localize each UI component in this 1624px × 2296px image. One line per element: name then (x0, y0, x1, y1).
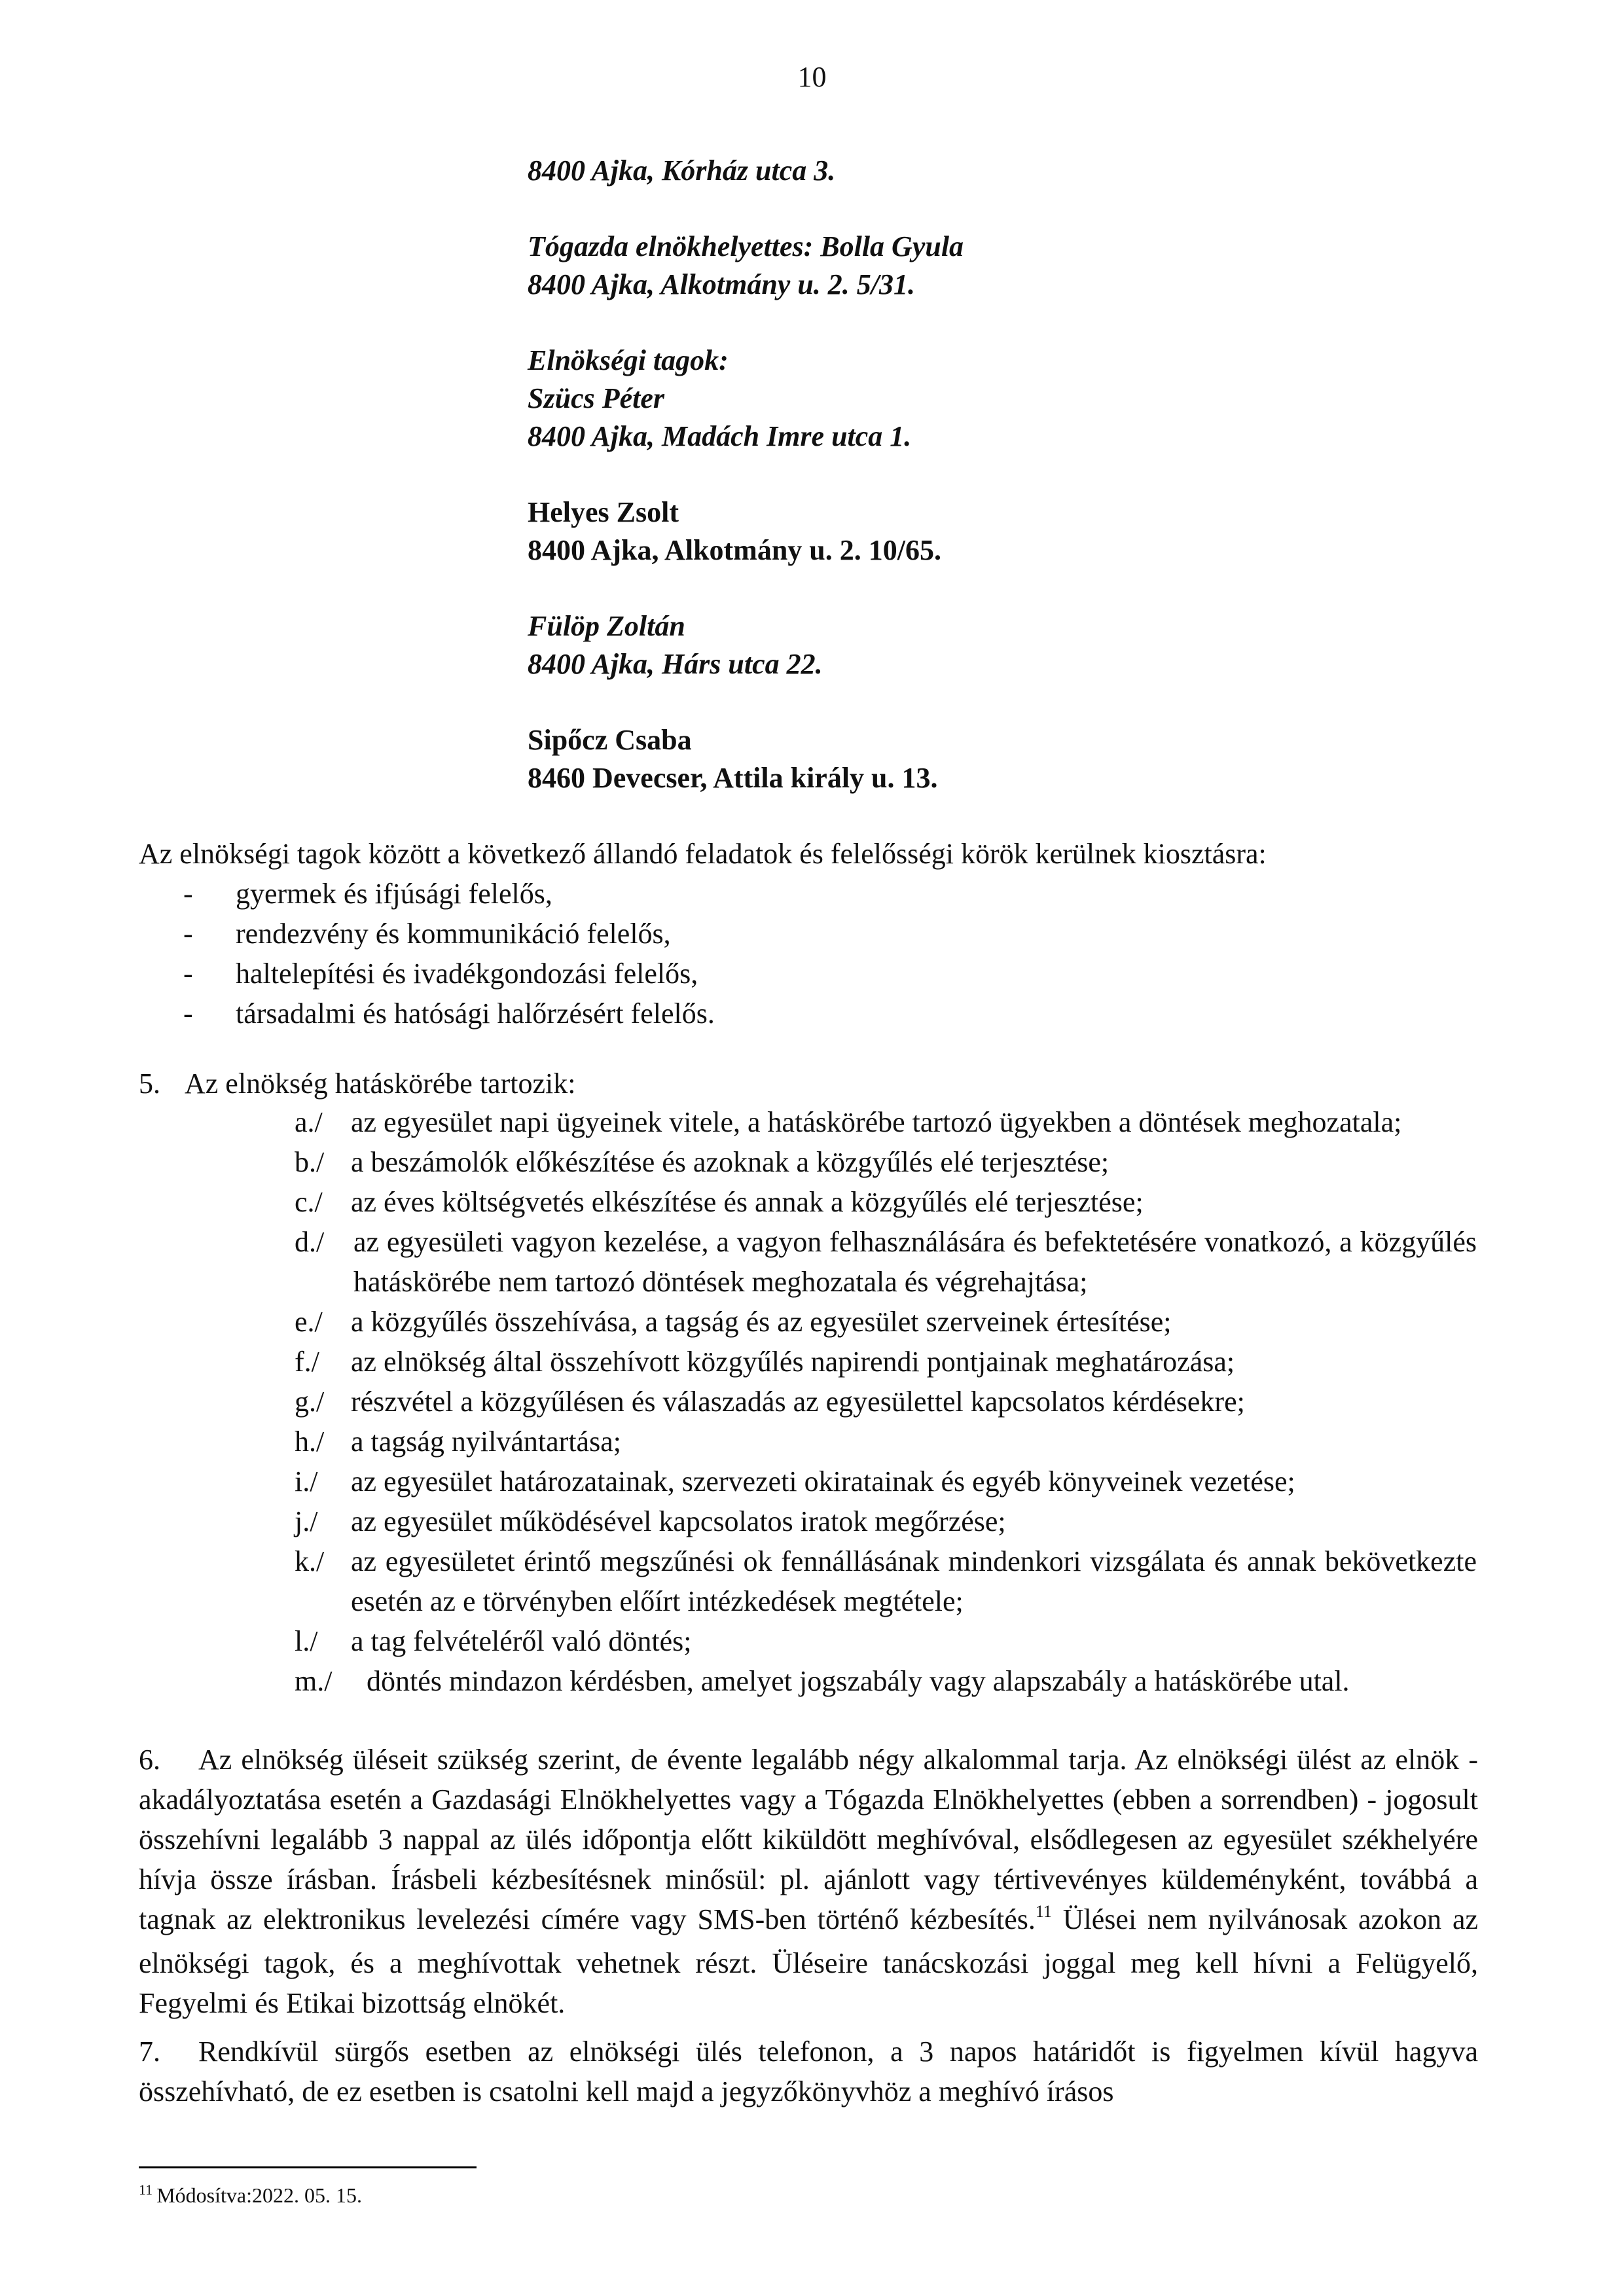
item-marker: i./ (295, 1465, 318, 1498)
list-item-text: haltelepítési és ivadékgondozási felelős, (236, 958, 698, 990)
dash-bullet-icon: - (183, 997, 193, 1030)
section-7-text: Rendkívül sürgős esetben az elnökségi ülés telefonon, a 3 napos határidőt is figyelmen kívül hagyva összehívható, de ez esetben is csatolni kell majd a jegyzőkönyvhöz a meghívó írásos (139, 2036, 1478, 2108)
footnote-text: Módosítva:2022. 05. 15. (156, 2183, 362, 2207)
list-item (295, 1661, 1477, 1701)
address-line: 8400 Ajka, Alkotmány u. 2. 5/31. (528, 268, 916, 300)
item-marker: m./ (295, 1665, 333, 1697)
list-item-text: társadalmi és hatósági halőrzésért felelős. (236, 997, 715, 1030)
address-line: 8400 Ajka, Alkotmány u. 2. 10/65. (528, 534, 941, 566)
item-marker: g./ (295, 1386, 325, 1418)
dash-bullet-icon: - (183, 958, 193, 990)
list-item (295, 1222, 1477, 1302)
section-6-paragraph (139, 1740, 1478, 2023)
footnote (139, 2182, 362, 2211)
item-marker: j./ (295, 1505, 318, 1537)
item-text: az éves költségvetés elkészítése és annak a közgyűlés elé terjesztése; (351, 1186, 1144, 1218)
item-marker: d./ (295, 1226, 325, 1258)
item-text: részvétel a közgyűlésen és válaszadás az egyesülettel kapcsolatos kérdésekre; (351, 1386, 1245, 1418)
responsibilities-list (139, 874, 715, 1033)
section-7-paragraph (139, 2032, 1478, 2111)
officer-name: Tógazda elnökhelyettes: Bolla Gyula (528, 230, 964, 262)
dash-bullet-icon: - (183, 878, 193, 910)
section-5-list (295, 1102, 1477, 1701)
item-text: az egyesületet érintő megszűnési ok fennállásának mindenkori vizsgálata és annak bekövetkezte esetén az e törvényben előírt intézkedések megtétele; (351, 1545, 1477, 1617)
item-marker: h./ (295, 1426, 325, 1458)
list-item-text: gyermek és ifjúsági felelős, (236, 878, 552, 910)
item-marker: k./ (295, 1545, 325, 1577)
footnote-number: 11 (139, 2181, 153, 2198)
item-marker: e./ (295, 1306, 323, 1338)
officer-address-block-1 (528, 152, 835, 190)
list-item (295, 1142, 1477, 1182)
list-item (295, 1182, 1477, 1222)
section-6-text-continued: Ülései nem nyilvánosak azokon az elnökségi tagok, és a meghívottak vehetnek részt. Üléseire tanácskozási joggal meg kell hívni a Felügyelő, Fegyelmi és Etikai bizottság elnökét. (139, 1903, 1479, 2019)
address-line: 8460 Devecser, Attila király u. 13. (528, 762, 938, 794)
section-6-text: Az elnökség üléseit szükség szerint, de évente legalább négy alkalommal tarja. Az elnökségi ülést az elnök - akadályoztatása esetén a Gazdasági Elnökhelyettes vagy a Tógazda Elnökhelyettes (ebben a sorrendben) - jogosult összehívni legalább 3 nappal az ülés időpontja előtt kiküldött meghívóval, elsődlegesen az egyesület székhelyére hívja össze írásban. Írásbeli kézbesítésnek minősül: pl. ajánlott vagy tértivevényes küldeményként, továbbá a tagnak az elektronikus levelezési címére vagy SMS-ben történő kézbesítés. (139, 1744, 1478, 1935)
section-number: 7. (139, 2036, 160, 2068)
officer-name: Helyes Zsolt (528, 496, 679, 528)
officer-address-block-4 (528, 493, 941, 569)
address-line: 8400 Ajka, Madách Imre utca 1. (528, 420, 912, 452)
section-number: 6. (139, 1744, 160, 1776)
board-members-heading: Elnökségi tagok: (528, 344, 729, 376)
item-marker: f./ (295, 1346, 319, 1378)
responsibilities-intro: Az elnökségi tagok között a következő állandó feladatok és felelősségi körök kerülnek kiosztásra: (139, 838, 1267, 870)
item-text: a beszámolók előkészítése és azoknak a közgyűlés elé terjesztése; (351, 1146, 1110, 1178)
section-title: Az elnökség hatáskörébe tartozik: (185, 1067, 576, 1100)
officer-address-block-6 (528, 721, 938, 797)
item-text: az egyesületi vagyon kezelése, a vagyon felhasználására és befektetésére vonatkozó, a közgyűlés hatáskörébe nem tartozó döntések meghozatala és végrehajtása; (353, 1226, 1477, 1298)
list-item-text: rendezvény és kommunikáció felelős, (236, 918, 671, 950)
item-marker: b./ (295, 1146, 325, 1178)
list-item (295, 1462, 1477, 1501)
section-number: 5. (139, 1067, 160, 1100)
item-text: a közgyűlés összehívása, a tagság és az egyesület szerveinek értesítése; (351, 1306, 1172, 1338)
officer-address-block-3 (528, 342, 911, 456)
dash-bullet-icon: - (183, 918, 193, 950)
list-item (139, 874, 715, 914)
item-text: az egyesület napi ügyeinek vitele, a hatáskörébe tartozó ügyekben a döntések meghozatala; (351, 1106, 1402, 1138)
item-text: az elnökség által összehívott közgyűlés napirendi pontjainak meghatározása; (351, 1346, 1235, 1378)
list-item (295, 1382, 1477, 1422)
list-item (295, 1422, 1477, 1462)
officer-address-block-5 (528, 607, 823, 683)
item-text: döntés mindazon kérdésben, amelyet jogszabály vagy alapszabály a hatáskörébe utal. (367, 1665, 1350, 1697)
list-item (295, 1501, 1477, 1541)
item-text: az egyesület működésével kapcsolatos iratok megőrzése; (351, 1505, 1006, 1537)
officer-name: Fülöp Zoltán (528, 610, 685, 642)
officer-address-block-2 (528, 228, 964, 304)
item-text: az egyesület határozatainak, szervezeti okiratainak és egyéb könyveinek vezetése; (351, 1465, 1295, 1498)
section-5-heading (139, 1064, 575, 1103)
item-marker: l./ (295, 1625, 318, 1657)
page-number: 10 (797, 61, 827, 93)
item-text: a tagság nyilvántartása; (351, 1426, 621, 1458)
address-line: 8400 Ajka, Kórház utca 3. (528, 154, 836, 187)
list-item (295, 1302, 1477, 1342)
list-item (139, 994, 715, 1033)
footnote-reference[interactable]: 11 (1035, 1902, 1052, 1921)
item-marker: a./ (295, 1106, 323, 1138)
officer-name: Szücs Péter (528, 382, 664, 414)
list-item (295, 1102, 1477, 1142)
list-item (295, 1342, 1477, 1382)
item-text: a tag felvételéről való döntés; (351, 1625, 692, 1657)
officer-name: Sipőcz Csaba (528, 724, 692, 756)
item-marker: c./ (295, 1186, 323, 1218)
address-line: 8400 Ajka, Hárs utca 22. (528, 648, 823, 680)
list-item (139, 954, 715, 994)
list-item (139, 914, 715, 954)
list-item (295, 1541, 1477, 1621)
footnote-separator (139, 2166, 477, 2168)
list-item (295, 1621, 1477, 1661)
